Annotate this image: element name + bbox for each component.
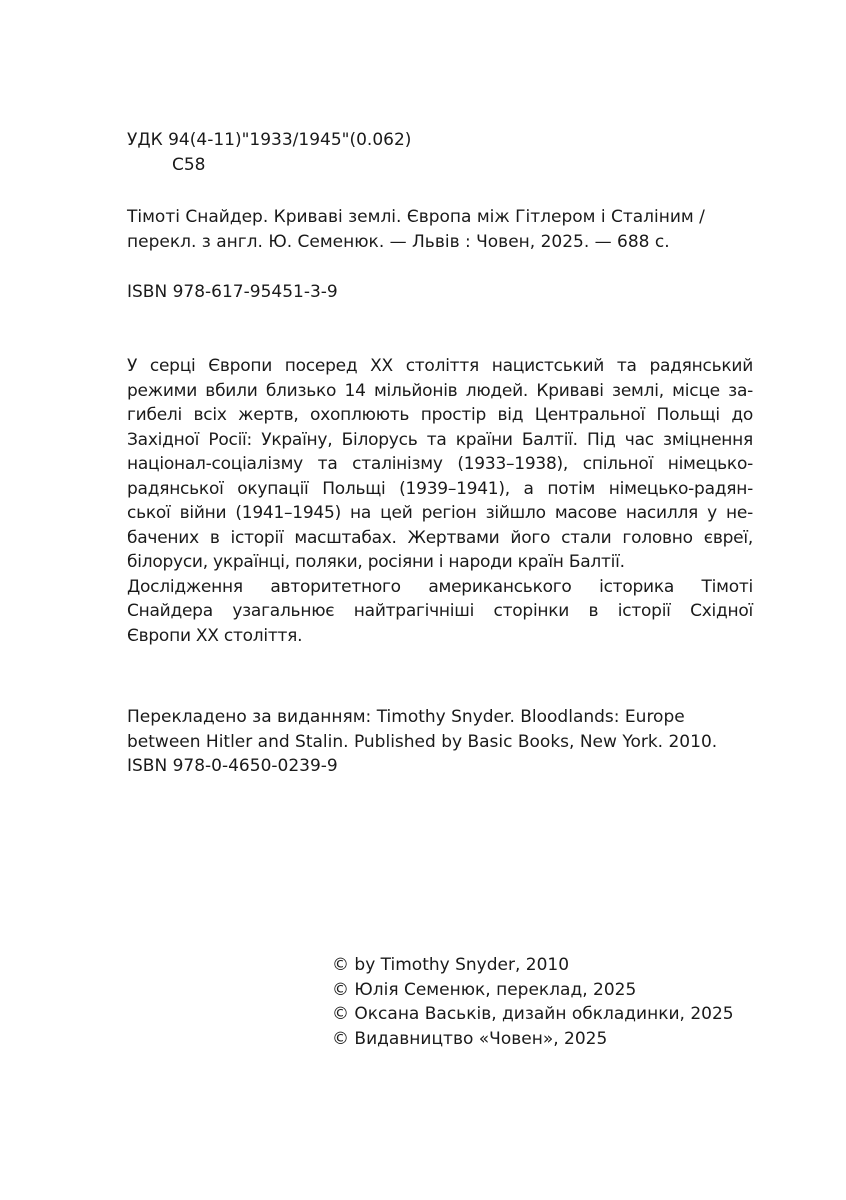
citation-line: Тімоті Снайдер. Криваві землі. Європа між Гітлером і Сталіним / (127, 207, 705, 227)
annotation-line: Європи XX століття. (127, 625, 303, 646)
annotation-line: У серці Європи посеред XX століття нацистський та радянський (127, 356, 753, 376)
original-edition (127, 705, 753, 779)
isbn (127, 280, 753, 305)
citation-line: перекл. з англ. Ю. Семенюк. — Львів : Човен, 2025. — 688 с. (127, 231, 670, 252)
bibliographic-citation (127, 205, 753, 254)
annotation-line: режими вбили близько 14 мільйонів людей. Криваві землі, місце за- (127, 380, 753, 401)
original-edition-line: between Hitler and Stalin. Published by Basic Books, New York. 2010. (127, 731, 718, 752)
annotation-line: Снайдера узагальнює найтрагічніші сторінки в історії Східної (127, 601, 753, 621)
copyright-line: © Видавництво «Човен», 2025 (332, 1028, 608, 1049)
author-mark: С58 (172, 154, 206, 175)
annotation-line: ської війни (1941–1945) на цей регіон зійшло масове насилля у не- (127, 503, 753, 523)
udc-block (127, 128, 753, 177)
udc-code: УДК 94(4-11)"1933/1945"(0.062) (127, 130, 412, 150)
isbn-number: ISBN 978-617-95451-3-9 (127, 282, 338, 302)
copyright-notices (332, 953, 772, 1051)
copyright-line: © Оксана Васьків, дизайн обкладинки, 2025 (332, 1004, 734, 1024)
original-isbn: ISBN 978-0-4650-0239-9 (127, 756, 338, 776)
annotation-line: гибелі всіх жертв, охоплюють простір від Центральної Польщі до (127, 405, 753, 425)
annotation-line: білоруси, українці, поляки, росіяни і народи країн Балтії. (127, 552, 625, 572)
copyright-line: © Юлія Семенюк, переклад, 2025 (332, 979, 637, 1000)
annotation-line: радянської окупації Польщі (1939–1941), а потім німецько-радян- (127, 478, 753, 499)
annotation (127, 354, 753, 648)
copyright-line: © by Timothy Snyder, 2010 (332, 955, 570, 975)
annotation-line: націонал-соціалізму та сталінізму (1933–1938), спільної німецько- (127, 454, 753, 474)
annotation-line: Західної Росії: Україну, Білорусь та країни Балтії. Під час зміцнення (127, 429, 753, 450)
annotation-line: бачених в історії масштабах. Жертвами його стали головно євреї, (127, 527, 753, 548)
annotation-line: Дослідження авторитетного американського історика Тімоті (127, 576, 753, 597)
original-edition-line: Перекладено за виданням: Timothy Snyder. Bloodlands: Europe (127, 707, 685, 727)
